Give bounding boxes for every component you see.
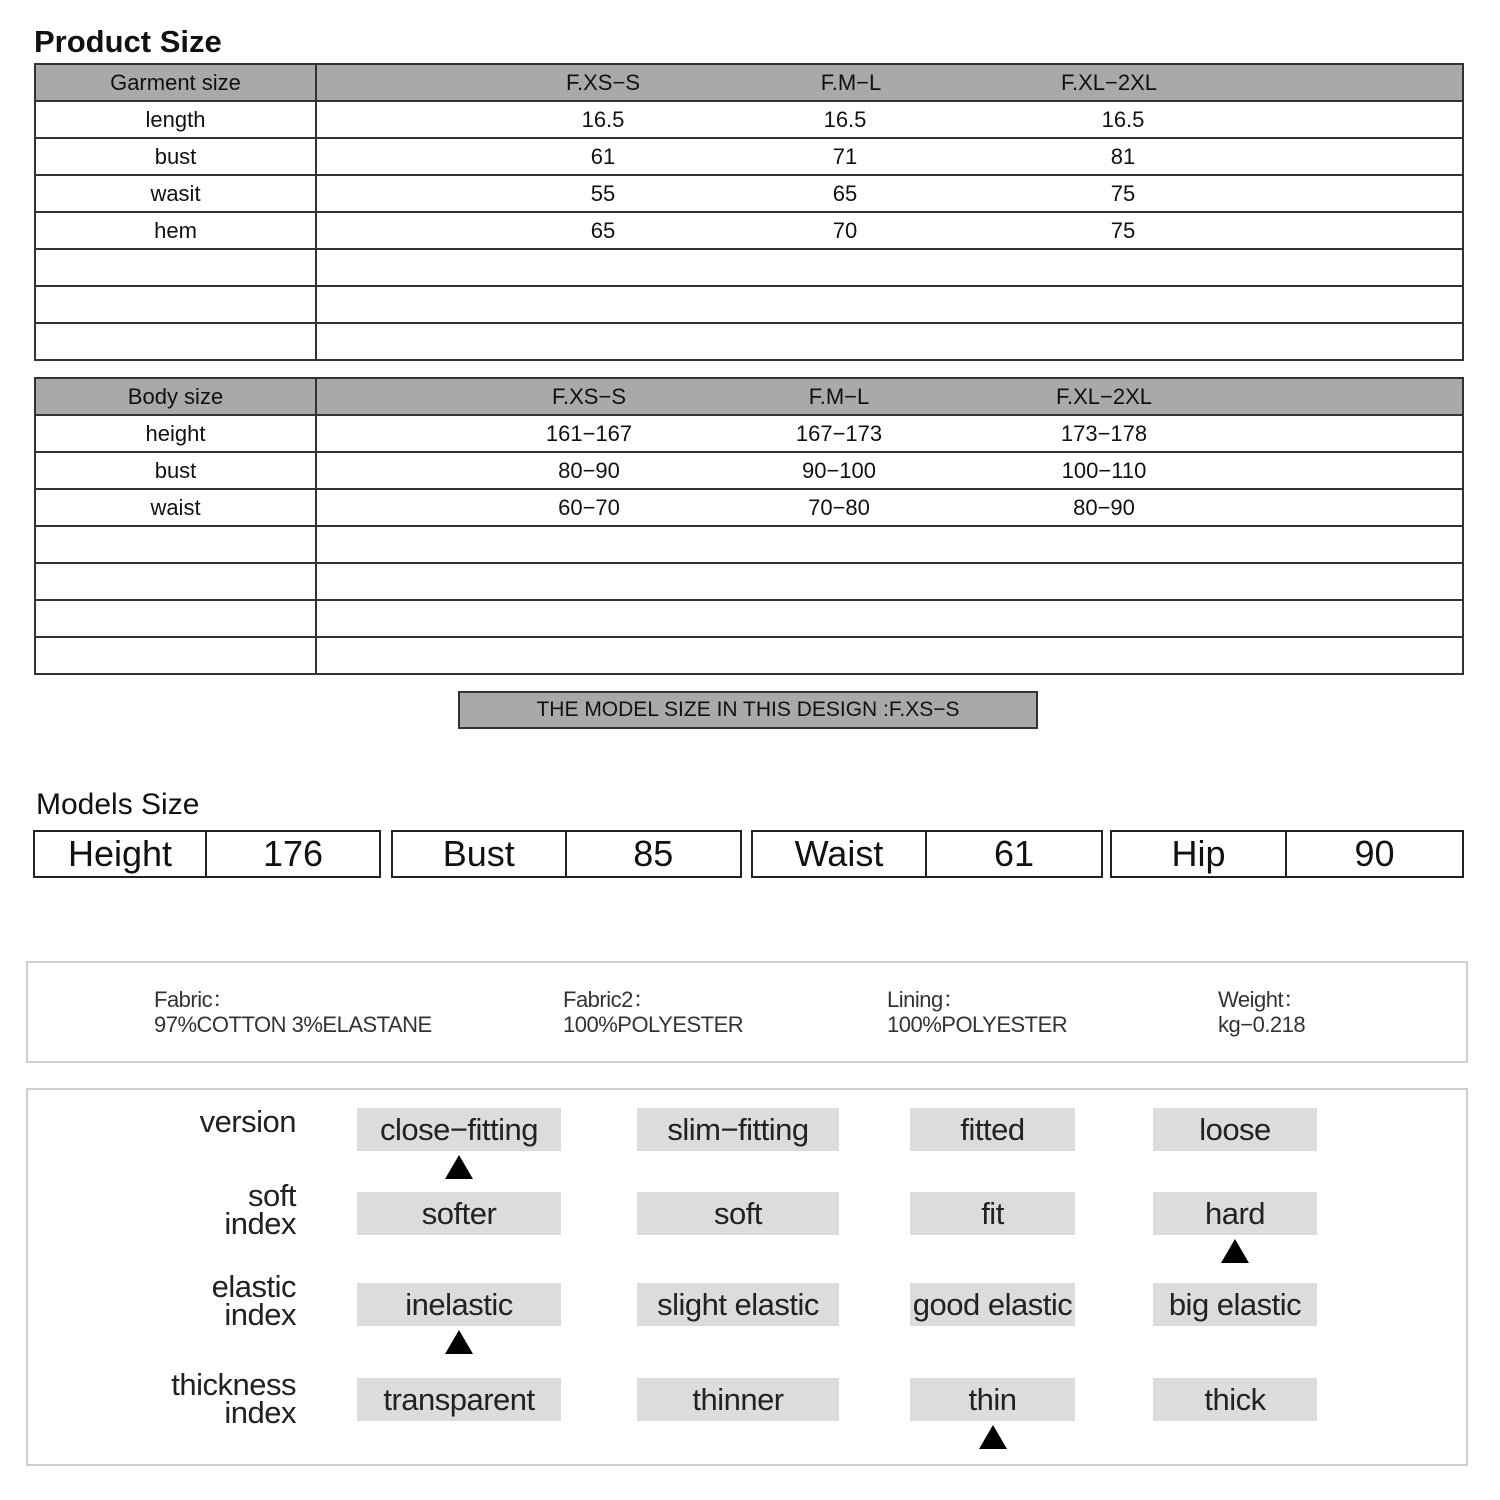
row-values [316,452,1463,489]
index-option: fitted [910,1108,1075,1151]
model-hip-box [1110,830,1464,878]
index-row-label: index [224,1395,296,1430]
weight-item [1218,987,1305,1037]
row-label: bust [35,138,316,175]
empty-cell [35,600,316,637]
empty-cell [35,637,316,674]
empty-cell [35,249,316,286]
index-option: hard [1153,1192,1317,1235]
row-value: 167−173 [795,420,883,446]
model-measure-value: 61 [993,833,1035,874]
row-value: 75 [1110,217,1136,243]
index-option: good elastic [910,1283,1075,1326]
header-size: F.XL−2XL [1060,69,1158,95]
model-measure-label: Height [35,832,207,876]
index-option: thin [910,1378,1075,1421]
header-sizes [316,64,1463,101]
row-label: height [35,415,316,452]
table-header-row [35,64,1463,101]
fabric-label: Lining： [887,987,965,1012]
header-size: F.M−L [820,69,882,95]
index-option: thick [1153,1378,1317,1421]
index-option: fit [910,1192,1075,1235]
index-option: loose [1153,1108,1317,1151]
model-measure-label: Bust [393,832,567,876]
empty-cell [35,286,316,323]
up-triangle-icon [445,1155,473,1179]
row-value: 80−90 [1073,494,1135,520]
fabric-value: 100%POLYESTER [887,1012,1068,1037]
fabric-value: kg−0.218 [1218,1012,1306,1037]
model-measure-label: Waist [753,832,927,876]
table-row [35,452,1463,489]
model-size-note: THE MODEL SIZE IN THIS DESIGN :F.XS−S [458,691,1038,729]
row-value: 55 [590,180,616,206]
table-row [35,138,1463,175]
index-row-label: version [199,1104,296,1139]
row-label: length [35,101,316,138]
empty-cell [316,286,1463,323]
index-option: thinner [637,1378,839,1421]
product-size-title: Product Size [34,24,222,59]
index-option: soft [637,1192,839,1235]
empty-row [35,563,1463,600]
table-row [35,175,1463,212]
empty-row [35,323,1463,360]
table-row [35,489,1463,526]
header-size: F.M−L [808,383,870,409]
row-value: 100−110 [1061,457,1147,483]
empty-cell [35,323,316,360]
up-triangle-icon [979,1425,1007,1449]
model-waist-box [751,830,1103,878]
fabric-value: 97%COTTON 3%ELASTANE [154,1012,432,1037]
row-value: 161−167 [545,420,633,446]
body-size-table [34,377,1464,675]
empty-row [35,286,1463,323]
fabric-info-box [26,961,1468,1063]
model-measure-value: 176 [262,833,324,874]
row-value: 16.5 [823,106,867,132]
table-row [35,212,1463,249]
empty-cell [35,563,316,600]
header-label: Body size [35,378,316,415]
index-option: transparent [357,1378,561,1421]
row-label: hem [35,212,316,249]
row-value: 65 [832,180,858,206]
models-size-title: Models Size [36,788,200,821]
index-option: inelastic [357,1283,561,1326]
fabric-item [154,987,432,1037]
row-label: wasit [35,175,316,212]
fabric-index-box [26,1088,1468,1466]
index-option: softer [357,1192,561,1235]
up-triangle-icon [445,1330,473,1354]
fabric2-item [563,987,743,1037]
index-option: slight elastic [637,1283,839,1326]
index-row-label: elastic [211,1269,296,1304]
row-value: 60−70 [558,494,620,520]
header-label: Garment size [35,64,316,101]
row-label: waist [35,489,316,526]
empty-cell [316,600,1463,637]
row-values [316,212,1463,249]
empty-cell [316,323,1463,360]
empty-row [35,600,1463,637]
lining-item [887,987,1067,1037]
fabric-label: Weight： [1218,987,1305,1012]
fabric-label: Fabric2： [563,987,655,1012]
row-value: 81 [1110,143,1136,169]
empty-row [35,526,1463,563]
row-value: 90−100 [801,457,877,483]
header-size: F.XS−S [566,69,640,95]
index-option: slim−fitting [637,1108,839,1151]
row-value: 16.5 [581,106,625,132]
up-triangle-icon [1221,1239,1249,1263]
row-value: 61 [590,143,616,169]
garment-size-table [34,63,1464,361]
empty-cell [316,249,1463,286]
row-values [316,138,1463,175]
fabric-value: 100%POLYESTER [563,1012,744,1037]
row-value: 16.5 [1101,106,1145,132]
row-values [316,101,1463,138]
empty-cell [35,526,316,563]
model-measure-value: 90 [1354,833,1395,874]
empty-cell [316,637,1463,674]
row-value: 70−80 [808,494,870,520]
row-values [316,175,1463,212]
row-value: 173−178 [1060,420,1148,446]
row-value: 70 [832,217,858,243]
index-row-label: index [224,1297,296,1332]
header-size: F.XL−2XL [1055,383,1153,409]
table-header-row [35,378,1463,415]
model-measure-label: Hip [1112,832,1287,876]
index-option: close−fitting [357,1108,561,1151]
index-row-label: index [224,1206,296,1241]
index-option: big elastic [1153,1283,1317,1326]
model-bust-box [391,830,742,878]
empty-cell [316,563,1463,600]
row-value: 71 [832,143,858,169]
empty-cell [316,526,1463,563]
empty-row [35,637,1463,674]
table-row [35,415,1463,452]
header-size: F.XS−S [552,383,626,409]
header-sizes [316,378,1463,415]
model-measure-value: 85 [633,833,674,874]
table-row [35,101,1463,138]
row-value: 75 [1110,180,1136,206]
index-row-label: soft [248,1178,296,1213]
model-height-box [33,830,381,878]
row-label: bust [35,452,316,489]
row-values [316,415,1463,452]
row-values [316,489,1463,526]
fabric-label: Fabric： [154,987,234,1012]
row-value: 65 [590,217,616,243]
index-row-label: thickness [171,1367,296,1402]
empty-row [35,249,1463,286]
row-value: 80−90 [558,457,620,483]
